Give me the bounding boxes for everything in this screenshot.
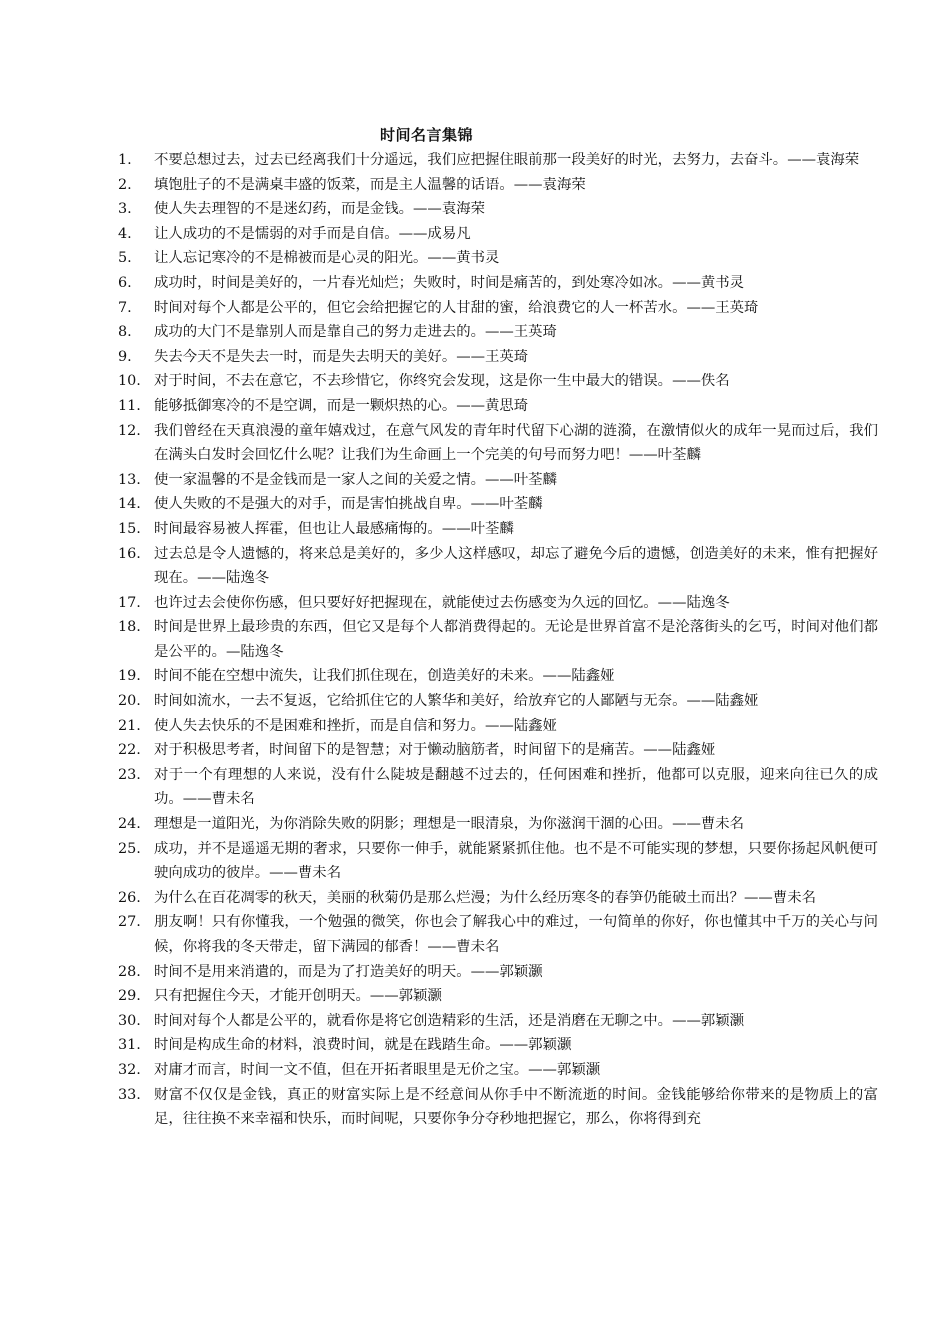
- quote-text: 财富不仅仅是金钱，真正的财富实际上是不经意间从你手中不断流逝的时间。金钱能够给你带来的是物质上的富足，往往换不来幸福和快乐，而时间呢，只要你争分夺秒地把握它，那么，你将得到充: [154, 1086, 878, 1128]
- quote-number: 11.: [118, 397, 141, 414]
- quote-item: [118, 886, 878, 911]
- quote-text: 对于一个有理想的人来说，没有什么陡坡是翻越不过去的，任何困难和挫折，他都可以克服，迎来向往已久的成功。——曹未名: [154, 766, 878, 808]
- quote-number: 1.: [118, 152, 132, 168]
- quote-item: [118, 517, 878, 542]
- quote-number: 23.: [118, 766, 141, 783]
- quote-number: 16.: [118, 545, 141, 562]
- quote-item: [118, 984, 878, 1009]
- quote-text: 使人失去理智的不是迷幻药，而是金钱。——袁海荣: [154, 201, 485, 218]
- quote-number: 8.: [118, 324, 132, 341]
- quote-item: [118, 345, 878, 370]
- quote-text: 时间对每个人都是公平的，就看你是将它创造精彩的生活，还是消磨在无聊之中。——郭颖灏: [154, 1012, 745, 1029]
- quote-text: 使人失去快乐的不是困难和挫折，而是自信和努力。——陆鑫娅: [154, 717, 557, 734]
- quote-number: 17.: [118, 594, 141, 611]
- quote-number: 12.: [118, 422, 141, 439]
- quote-text: 成功时，时间是美好的，一片春光灿烂；失败时，时间是痛苦的，到处寒冷如冰。——黄书灵: [154, 274, 745, 291]
- quote-text: 只有把握住今天，才能开创明天。——郭颖灏: [154, 988, 442, 1005]
- quote-text: 能够抵御寒冷的不是空调，而是一颗炽热的心。——黄思琦: [154, 397, 529, 414]
- quote-item: [118, 369, 878, 394]
- quote-item: [118, 394, 878, 419]
- quote-item: [118, 173, 878, 198]
- quote-text: 过去总是令人遗憾的，将来总是美好的，多少人这样感叹，却忘了避免今后的遗憾，创造美好的未来，惟有把握好现在。——陆逸冬: [154, 545, 878, 587]
- quote-number: 27.: [118, 914, 141, 931]
- quote-item: [118, 591, 878, 616]
- quote-number: 18.: [118, 619, 141, 636]
- quote-text: 我们曾经在天真浪漫的童年嬉戏过，在意气风发的青年时代留下心湖的涟漪，在激情似火的成年一晃而过后，我们在满头白发时会回忆什么呢？让我们为生命画上一个完美的句号而努力吧！——叶荃麟: [154, 422, 878, 464]
- quote-number: 22.: [118, 742, 141, 759]
- quote-text: 时间不能在空想中流失，让我们抓住现在，创造美好的未来。——陆鑫娅: [154, 668, 615, 685]
- quote-number: 13.: [118, 471, 141, 488]
- quote-item: [118, 492, 878, 517]
- quote-text: 也许过去会使你伤感，但只要好好把握现在，就能使过去伤感变为久远的回忆。——陆逸冬: [154, 594, 730, 611]
- quote-text: 时间对每个人都是公平的，但它会给把握它的人甘甜的蜜，给浪费它的人一杯苦水。——王英琦: [154, 299, 759, 316]
- quote-text: 成功，并不是遥遥无期的奢求，只要你一伸手，就能紧紧抓住他。也不是不可能实现的梦想，只要你扬起风帆便可驶向成功的彼岸。——曹未名: [154, 840, 878, 882]
- quote-number: 10.: [118, 373, 141, 390]
- quote-number: 6.: [118, 274, 132, 291]
- quote-number: 3.: [118, 201, 132, 218]
- quote-item: [118, 664, 878, 689]
- quote-number: 14.: [118, 496, 141, 513]
- quote-item: [118, 763, 878, 812]
- quote-number: 15.: [118, 520, 141, 537]
- quote-item: [118, 1083, 878, 1132]
- quote-text: 时间最容易被人挥霍，但也让人最感痛悔的。——叶荃麟: [154, 520, 514, 537]
- quote-text: 让人成功的不是懦弱的对手而是自信。——成易凡: [154, 225, 471, 242]
- quote-text: 时间不是用来消遣的，而是为了打造美好的明天。——郭颖灏: [154, 963, 543, 980]
- quote-number: 20.: [118, 693, 141, 710]
- quote-item: [118, 468, 878, 493]
- quote-item: [118, 1058, 878, 1083]
- quote-number: 31.: [118, 1037, 141, 1054]
- quote-number: 5.: [118, 250, 132, 267]
- quote-item: [118, 222, 878, 247]
- quote-item: [118, 419, 878, 468]
- quote-number: 19.: [118, 668, 141, 685]
- quote-text: 时间是构成生命的材料，浪费时间，就是在践踏生命。——郭颖灏: [154, 1037, 572, 1054]
- quote-text: 失去今天不是失去一时，而是失去明天的美好。——王英琦: [154, 348, 529, 365]
- quote-item: [118, 320, 878, 345]
- quote-number: 24.: [118, 816, 141, 833]
- quote-item: [118, 148, 878, 173]
- quote-text: 成功的大门不是靠别人而是靠自己的努力走进去的。——王英琦: [154, 324, 557, 341]
- quote-item: [118, 197, 878, 222]
- quote-text: 使一家温馨的不是金钱而是一家人之间的关爱之情。——叶荃麟: [154, 471, 557, 488]
- quote-text: 朋友啊！只有你懂我，一个勉强的微笑，你也会了解我心中的难过，一句简单的你好，你也懂其中千万的关心与问候，你将我的冬天带走，留下满园的郁香！——曹未名: [154, 914, 878, 955]
- quote-text: 使人失败的不是强大的对手，而是害怕挑战自卑。——叶荃麟: [154, 496, 543, 513]
- quote-text: 时间如流水，一去不复返，它给抓住它的人繁华和美好，给放弃它的人鄙陋与无奈。——陆鑫娅: [154, 693, 759, 710]
- quote-item: [118, 812, 878, 837]
- quote-item: [118, 1033, 878, 1058]
- quote-text: 让人忘记寒冷的不是棉被而是心灵的阳光。——黄书灵: [154, 250, 500, 267]
- quote-number: 9.: [118, 348, 132, 365]
- quote-text: 对于时间，不去在意它，不去珍惜它，你终究会发现，这是你一生中最大的错误。——佚名: [154, 373, 730, 390]
- quote-text: 为什么在百花凋零的秋天，美丽的秋菊仍是那么烂漫；为什么经历寒冬的春笋仍能破土而出？——曹未名: [154, 889, 816, 906]
- quote-item: [118, 296, 878, 321]
- quote-item: [118, 837, 878, 886]
- quote-text: 对庸才而言，时间一文不值，但在开拓者眼里是无价之宝。——郭颖灏: [154, 1061, 601, 1078]
- quote-text: 时间是世界上最珍贵的东西，但它又是每个人都消费得起的。无论是世界首富不是沦落街头的乞丐，时间对他们都是公平的。—陆逸冬: [154, 619, 878, 660]
- quote-number: 2.: [118, 176, 132, 193]
- quote-item: [118, 910, 878, 959]
- quote-item: [118, 271, 878, 296]
- quote-text: 对于积极思考者，时间留下的是智慧；对于懒动脑筋者，时间留下的是痛苦。——陆鑫娅: [154, 742, 716, 759]
- quote-text: 填饱肚子的不是满桌丰盛的饭菜，而是主人温馨的话语。——袁海荣: [154, 176, 586, 193]
- quote-text: 理想是一道阳光，为你消除失败的阴影；理想是一眼清泉，为你滋润干涸的心田。——曹未名: [154, 816, 745, 833]
- quote-number: 29.: [118, 988, 141, 1005]
- quote-item: [118, 246, 878, 271]
- quote-item: [118, 738, 878, 763]
- quote-number: 28.: [118, 963, 141, 980]
- quote-number: 33.: [118, 1086, 141, 1103]
- quote-item: [118, 542, 878, 591]
- quote-number: 21.: [118, 717, 141, 734]
- quote-item: [118, 1009, 878, 1034]
- quote-number: 30.: [118, 1012, 141, 1029]
- quote-number: 26.: [118, 889, 141, 906]
- quote-text: 不要总想过去，过去已经离我们十分遥远，我们应把握住眼前那一段美好的时光，去努力，去奋斗。——袁海荣: [154, 152, 860, 168]
- quote-list: [118, 148, 878, 1132]
- quote-number: 4.: [118, 225, 132, 242]
- document-title: 时间名言集锦: [380, 126, 474, 144]
- quote-item: [118, 689, 878, 714]
- quote-number: 7.: [118, 299, 132, 316]
- quote-item: [118, 714, 878, 739]
- quote-number: 32.: [118, 1061, 141, 1078]
- quote-item: [118, 615, 878, 664]
- quote-number: 25.: [118, 840, 141, 857]
- quote-item: [118, 960, 878, 985]
